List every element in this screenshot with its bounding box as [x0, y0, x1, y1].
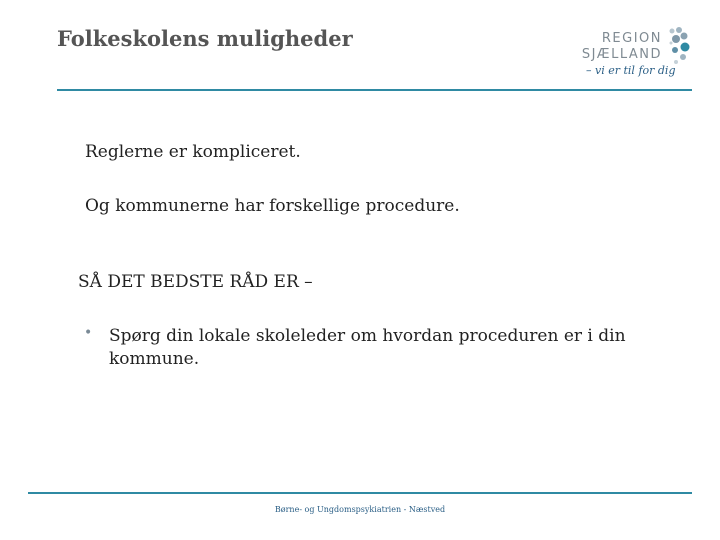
advice-heading: SÅ DET BEDSTE RÅD ER – — [78, 272, 313, 292]
header-divider — [57, 89, 692, 91]
footer-divider — [28, 492, 692, 494]
logo-tagline: – vi er til for dig — [586, 64, 676, 77]
body-text-procedures: Og kommunerne har forskellige procedure. — [85, 196, 460, 216]
logo-line-region: REGION — [601, 31, 662, 46]
body-text-rules: Reglerne er kompliceret. — [85, 142, 301, 162]
region-sjaelland-logo — [578, 24, 696, 88]
logo-dots-icon — [666, 26, 694, 82]
bullet-item: Spørg din lokale skoleleder om hvordan proceduren er i din kommune. — [109, 326, 626, 369]
logo-line-sjaelland: SJÆLLAND — [581, 47, 662, 62]
slide-title: Folkeskolens muligheder — [57, 26, 353, 51]
footer-text: Børne- og Ungdomspsykiatrien - Næstved — [274, 505, 446, 514]
bullet-marker: • — [84, 325, 93, 341]
